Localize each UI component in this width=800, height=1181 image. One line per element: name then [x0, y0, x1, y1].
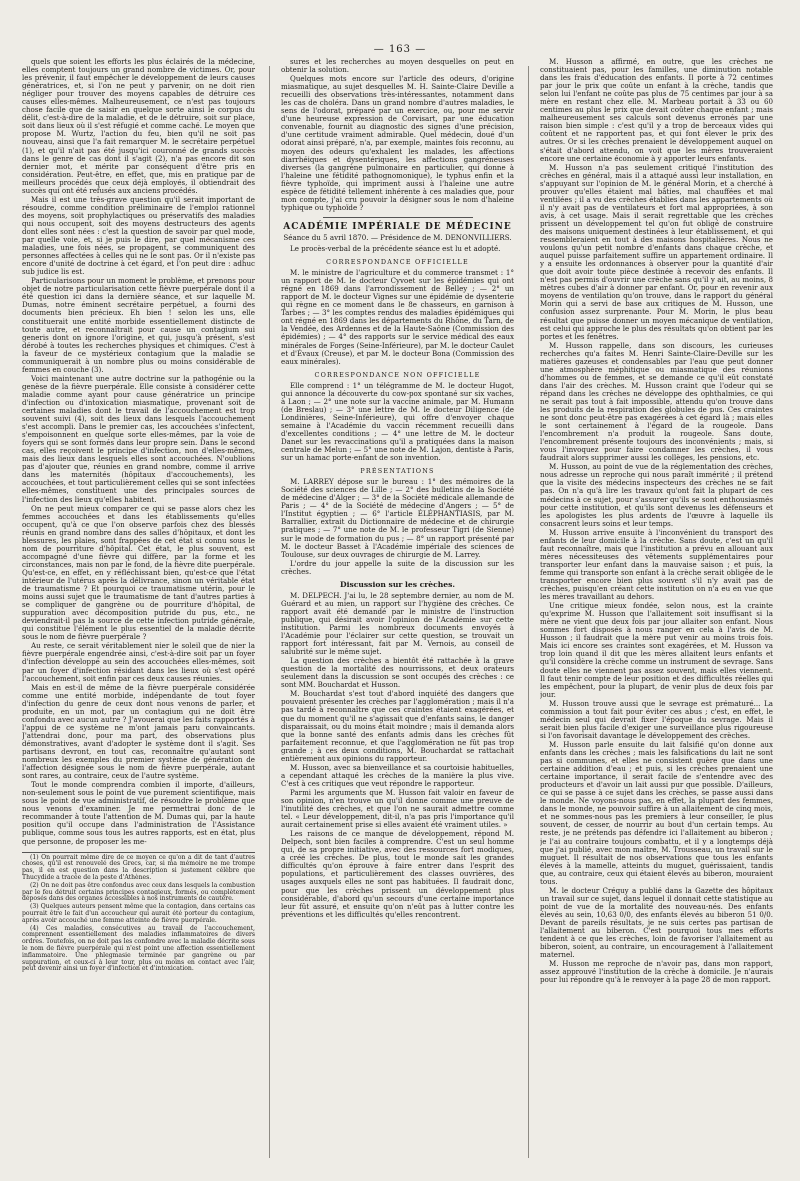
paragraph: M. Husson arrive ensuite à l'inconvénient du transport des enfants de leur domicile à la crèche. Sans doute, c'est un qu'il faut reconnaître, mais que l'institution a prévu en allouant aux mères nécessiteuses des vêtements supplémentaires pour transporter leur enfant dans la mauvaise saison ; et puis, la femme qui transporte son enfant à la crèche serait obligée de le transporter encore bien plus souvent s'il n'y avait pas de crèches, puisqu'en créant cette institution on n'a eu en vue que les mères travaillant au dehors. [540, 527, 773, 602]
paragraph: Tout le monde comprendra combien il importe, d'ailleurs, non-seulement sous le point de vue purement scientifique, mais sous le point de vue administratif, de résoudre le problème que nous venons d'examiner. Je me permettrai donc de le recommander à toute l'attention de M. Dumas qui, par la haute position qu'il occupe dans l'administration de l'Assistance publique, comme sous tous les autres rapports, est en état, plus que personne, de proposer les me- [22, 780, 255, 846]
footnote: (3) Quelques auteurs pensent même que la contagion, dans certains cas pourrait être le fait d'un accoucheur qui aurait été porteur du contagium, après avoir accouché une femme atteinte de fièvre puerpérale. [22, 903, 255, 924]
footnote: (1) On pourrait même dire de ce moyen ce qu'on a dit de tant d'autres choses, qu'il est renouvelé des Grecs, car, si ma mémoire ne me trompe pas, il en est question dans la description si justement célèbre que Thucydide a tracée de la peste d'Athènes. [22, 853, 255, 881]
column-1 [22, 58, 255, 1158]
heading-presentations: PRÉSENTATIONS [360, 467, 435, 476]
heading-correspondance-officielle: CORRESPONDANCE OFFICIELLE [326, 258, 469, 267]
column-2 [281, 58, 514, 1158]
column-rule [269, 66, 270, 1158]
paragraph: M. Husson parle ensuite du lait falsifié qu'on donne aux enfants dans les crèches ; mais les falsifications du lait ne sont pas si communes, et elles ne consistent guère que dans une certaine addition d'eau ; et puis, si les crèches prenaient une certaine importance, il serait facile de s'entendre avec des producteurs et d'avoir un lait aussi pur que possible. D'ailleurs, ce qui se passe à ce sujet dans les crèches, se passe aussi dans le monde. Ne voyons-nous pas, en effet, la plupart des femmes, dans le monde, ne pouvoir suffire à un allaitement de cinq mois, et ne sommes-nous pas les premiers à leur conseiller, le plus souvent, de cesser, de nourrir au bout d'un certain temps. Au reste, je ne prétends pas défendre ici l'allaitement au biberon ; je l'ai au contraire toujours combattu, et il y a longtemps déjà que j'ai publié, avec mon maître, M. Trousseau, un travail sur le muguet. Il résultait de nos observations que tous les enfants élevés à la mamelle, atteints du muguet, guérissaient, tandis que, au contraire, ceux qui étaient élevés au biberon, mouraient tous. [540, 739, 773, 886]
column-3 [540, 58, 773, 1158]
heading-correspondance-non-officielle: CORRESPONDANCE NON OFFICIELLE [314, 370, 481, 379]
academie-title: ACADÉMIE IMPÉRIALE DE MÉDECINE [283, 221, 512, 232]
paragraph: M. le docteur Créquy a publié dans la Gazette des hôpitaux un travail sur ce sujet, dans lequel il donnait cette statistique au point de vue de la mortalité des nouveau-nés. Des enfants élevés au sein, 10,63 0/0, des enfants élevés au biberon 51 0/0. Devant de pareils résultats, je ne suis certes pas partisan de l'allaitement au biberon. C'est pourquoi tous mes efforts tendent à ce que les crèches, loin de favoriser l'allaitement au biberon, soient, au contraire, un encouragement à l'allaitement maternel. [540, 885, 773, 960]
paragraph: Au reste, ce serait véritablement nier le soleil que de nier la fièvre puerpérale engendrée ainsi, c'est-à-dire soit par un foyer d'infection développé au sein des accouchées elles-mêmes, soit par un foyer d'infection résidant dans les lieux où s'est opéré l'accouchement, soit enfin par ces deux causes réunies. [22, 641, 255, 683]
paragraph: M. LARREY dépose sur le bureau : 1° des mémoires de la Société des sciences de Lille ; — 2° des bulletins de la Société de médecine d'Alger ; — 3° de la Société médicale allemande de Paris ; — 4° de la Société de médecine d'Angers ; — 5° de l'Institut égyptien ; — 6° l'article ÉLÉPHANTIASIS, par M. Barrallier, extrait du Dictionnaire de médecine et de chirurgie pratiques ; — 7° une note de M. le professeur Tigri (de Sienne) sur le mode de formation du pus ; — 8° un rapport présenté par M. le docteur Basset à l'Académie impériale des sciences de Toulouse, sur deux ouvrages de chirurgie de M. Larrey. [281, 477, 514, 559]
footnote: (2) On ne doit pas être confondus avec ceux dans lesquels la combustion par le feu détruit certains principes contagieux, formés, ou complètement déposés dans des organes accessibles à nos instruments de cautère. [22, 881, 255, 903]
column-rule [528, 66, 529, 1158]
paragraph: On ne peut mieux comparer ce qui se passe alors chez les femmes accouchées et dans les établissements qu'elles occupent, qu'à ce que l'on observe parfois chez des blessés réunis en grand nombre dans des salles d'hôpitaux, et dont les blessures, les plaies, sont frappées de cet état si connu sous le nom de pourriture d'hôpital. Cet état, le plus souvent, est accompagné d'une fièvre qui diffère, par la forme et les circonstances, mais non par le fond, de la fièvre dite puerpérale. Qu'est-ce, en effet, en y réfléchissant bien, qu'est-ce que l'état intérieur de l'utérus après la délivrance, sinon un véritable état de traumatisme ? Et pourquoi ce traumatisme utérin, pour le moins aussi sujet que le traumatisme de tant d'autres parties à se compliquer de gangrène ou de pourriture d'hôpital, de suppuration avec décomposition putride du pus, etc., ne deviendrait-il pas la source de cette infection putride générale, qui constitue l'élément le plus essentiel de la maladie décrite sous le nom de fièvre puerpérale ? [22, 503, 255, 642]
paragraph: M. Husson a affirmé, en outre, que les crèches ne constituaient pas, pour les familles, une diminution notable dans les frais d'éducation des enfants. Il porte à 72 centimes par jour le prix que coûte un enfant à la crèche, tandis que selon lui l'enfant ne coûte pas plus de 75 centimes par jour à sa mère en restant chez elle. M. Marbeau portait à 33 ou 60 centimes au plus le prix que devait coûter chaque enfant ; mais malheureusement ses calculs sont devenus erronés par une raison bien simple : c'est qu'il y a trop de berceaux vides qui coûtent et ne rapportent pas, et qui font élever le prix des autres. Or si les crèches prenaient le développement auquel on s'était d'abord attendu, on voit que les mères trouveraient encore une certaine économie à y apporter leurs enfants. [540, 58, 773, 163]
paragraph: M. Husson me reproche de n'avoir pas, dans mon rapport, assez approuvé l'institution de la crèche à domicile. Je n'aurais pour lui répondre qu'à le renvoyer à la page 28 de mon rapport. [540, 959, 773, 985]
paragraph: Les raisons de ce manque de développement, répond M. Delpech, sont bien faciles à comprendre. C'est un seul homme qui, de sa propre initiative, avec des ressources fort modiques, a créé les crèches. De plus, tout le monde sait les grandes difficultés qu'on éprouve à faire entrer dans l'esprit des populations, et particulièrement des classes ouvrières, des usages auxquels elles ne sont pas habituées. Il faudrait donc, pour que les crèches prissent un développement plus considérable, d'abord qu'un secours d'une certaine importance leur fût assuré, et ensuite qu'on n'eût pas à lutter contre les préventions et les difficultés qu'elles rencontrent. [281, 829, 514, 919]
paragraph: M. Husson rappelle, dans son discours, les curieuses recherches qu'a faites M. Henri Sainte-Claire-Deville sur les matières gazeuses et condensables par l'eau que peut donner une atmosphère méphitique ou miasmatique des réunions d'hommes ou de femmes, et se demande ce qu'il eût constaté dans l'air des crèches. M. Husson craint que l'odeur qui se répand dans les crèches ne développe des ophthalmies, ce qui ne serait pas tout à fait impossible, attendu qu'on trouve dans les produits de la respiration des globules de pus. Ces craintes ne sont donc peut-être pas exagérées à cet égard là ; mais elles le sont certainement à l'égard de la rougeole. Dans l'encombrement n'a produit la rougeole. Sans doute, l'encombrement présente toujours des inconvénients ; mais, si vous l'invoquez pour faire condamner les crèches, il vous faudrait alors supprimer aussi les collèges, les pensions, etc. [540, 340, 773, 463]
paragraph: Quelques mots encore sur l'article des odeurs, d'origine miasmatique, au sujet desquelles M. H. Sainte-Claire Deville a recueilli des observations très-intéressantes, notamment dans les cas de choléra. Dans un grand nombre d'autres maladies, le sens de l'odorat, préparé par un exercice, ou, pour me servir d'une heureuse expression de Corvisart, par une éducation convenable, fournit au diagnostic des signes d'une précision, d'une certitude vraiment admirable. Quel médecin, doué d'un odorat ainsi préparé, n'a, par exemple, maintes fois reconnu, au moyen des odeurs qu'exhalent les malades, les affections diarrhéiques et dysentériques, les affections gangréneuses diverses (la gangrène pulmonaire en particulier, qui donne à l'haleine une fétidité pathognomonique), le typhus enfin et la fièvre typhoïde, qui impriment aussi à l'haleine une autre espèce de fétidité tellement inhérente à ces maladies que, pour mon compte, j'ai cru pouvoir la désigner sous le nom d'haleine typhique ou typhoïde ? [281, 74, 514, 212]
footnote: (4) Ces maladies, consécutives au travail de l'accouchement, comprennent essentiellement des maladies inflammatoires de divers ordres. Toutefois, on ne doit pas les confondre avec la maladie décrite sous le nom de fièvre puerpérale qui n'est point une affection essentiellement inflammatoire. Une phlegmasie terminée par gangrène ou par suppuration, et ceux-ci à leur tour, plus ou moins en contact avec l'air, peut devenir ainsi un foyer d'infection et d'intoxication. [22, 924, 255, 973]
paragraph: Mais en est-il de même de la fièvre puerpérale considérée comme une entité morbide, indépendante de tout foyer d'infection du genre de ceux dont nous venons de parler, et produite, en un mot, par un contagium qui ne doit être confondu avec aucun autre ? J'avouerai que les faits rapportés à l'appui de ce système ne m'ont jamais paru convaincants. J'attendrai donc, pour ma part, des observations plus démonstratives, avant d'adopter le système dont il s'agit. Ses partisans devront, en tout cas, reconnaître qu'autant sont nombreux les exemples du premier système de génération de l'affection désignée sous le nom de fièvre puerpérale, autant sont rares, au contraire, ceux de l'autre système. [22, 682, 255, 781]
paragraph: sures et les recherches au moyen desquelles on peut en obtenir la solution. [281, 58, 514, 75]
paragraph: M. le ministre de l'agriculture et du commerce transmet : 1° un rapport de M. le docteur Cyvoet sur les épidémies qui ont régné en 1869 dans l'arrondissement de Belley ; — 2° un rapport de M. le docteur Vignes sur une épidémie de dysenterie qui règne en ce moment dans le 8e chasseurs, en garnison à Tarbes ; — 3° les comptes rendus des maladies épidémiques qui ont régné en 1869 dans les départements du Rhône, du Tarn, de la Vendée, des Ardennes et de la Haute-Saône (Commission des épidémies) ; — 4° des rapports sur le service médical des eaux minérales de Forges (Seine-Inférieure), par M. le docteur Caulet et d'Évaux (Creuse), et par M. le docteur Bona (Commission des eaux minérales). [281, 268, 514, 366]
paragraph: La question des crèches a bientôt été rattachée à la grave question de la mortalité des nourrissons, et deux orateurs seulement dans la discussion se sont occupés des crèches : ce sont MM. Bouchardat et Husson. [281, 656, 514, 690]
page-number: — 163 — [373, 44, 427, 55]
paragraph: quels que soient les efforts les plus éclairés de la médecine, elles comptent toujours un grand nombre de victimes. Or, pour les prévenir, il faut empêcher le développement de leurs causes génératrices, et, si l'on ne peut y parvenir, on ne doit rien négliger pour trouver des moyens capables de détruire ces causes elles-mêmes. Malheureusement, ce n'est pas toujours chose facile que de saisir en quelque sorte ainsi le corpus du délit, c'est-à-dire de la maladie, et de le détruire, soit sur place, soit dans lieux où il s'est réfugié et comme caché. Le moyen que propose M. Wurtz, l'action du feu, bien qu'il ne soit pas nouveau, ainsi que l'a fait remarquer M. le secrétaire perpétuel (1), et qu'il n'ait pas été jusqu'ici couronné de grands succès dans le genre de cas dont il s'agit (2), n'a pas encore dit son dernier mot, et mérite par conséquent d'être pris en considération. Peut-être, en effet, que, mis en pratique par de meilleurs procédés que ceux déjà employés, il obtiendrait des succès qui ont été refusés aux anciens procédés. [22, 58, 255, 195]
paragraph: Mais il est une très-grave question qu'il serait important de résoudre, comme condition préliminaire de l'emploi rationnel des moyens, soit prophylactiques ou préservatifs des maladies qui nous occupent, soit des moyens destructeurs des agents dont elles sont nées : c'est la question de savoir par quel mode, par quelle voie, et, si je puis le dire, par quel mécanisme ces maladies, une fois nées, se propagent, se communiquent des personnes affectées à celles qui ne le sont pas. Or il n'existe pas encore d'unité de doctrine à cet égard, et l'on peut dire : adhuc sub judice lis est. [22, 194, 255, 277]
paragraph: Une critique mieux fondée, selon nous, est la crainte qu'exprime M. Husson que l'allaitement soit insuffisant si la mère ne vient que deux fois par jour allaiter son enfant. Nous sommes fort disposés à nous ranger en cela à l'avis de M. Husson ; il faudrait que la mère put venir au moins trois fois. Mais ici encore ses craintes sont exagérées, et M. Husson va trop loin quand il dit que les mères allaitent leurs enfants et qu'il considère la crèche comme un instrument de sevrage. Sans doute elles ne viennent pas assez souvent, mais elles viennent. Il faut tenir compte de leur position et des difficultés réelles qui les empêchent, pour la plupart, de venir plus de deux fois par jour. [540, 601, 773, 699]
paragraph: M. DELPECH. J'ai lu, le 28 septembre dernier, au nom de M. Guérard et au mien, un rapport sur l'hygiène des crèches. Ce rapport avait été demandé par le ministre de l'instruction publique, qui désirait avoir l'opinion de l'Académie sur cette institution. Parmi les nombreux documents envoyés à l'Académie pour l'éclairer sur cette question, se trouvait un rapport fort intéressant, fait par M. Vernois, au conseil de salubrité sur le même sujet. [281, 590, 514, 657]
heading-discussion: Discussion sur les crèches. [340, 579, 455, 589]
ordre-du-jour: L'ordre du jour appelle la suite de la discussion sur les crèches. [281, 558, 514, 576]
paragraph: Elle comprend : 1° un télégramme de M. le docteur Hugot, qui annonce la découverte du cow-pox spontané sur six vaches, à Laon ; — 2° une note sur la vaccine animale, par M. Humann (de Breslau) ; — 3° une lettre de M. le docteur Diligence (de Londinières, Seine-Inférieure), qui offre d'envoyer chaque semaine à l'Académie du vaccin récemment recueilli dans d'excellentes conditions ; — 4° une lettre de M. le docteur Danet sur les revaccinations qu'il a pratiquées dans la maison centrale de Melun ; — 5° une note de M. Lajon, dentiste à Paris, sur un hamac porte-enfant de son invention. [281, 380, 514, 463]
paragraph: M. Bouchardat s'est tout d'abord inquiété des dangers que pouvaient présenter les crèches par l'agglomération ; mais il n'a pas tardé à reconnaître que ces craintes étaient exagérées, et que du moment qu'il ne s'agissait que d'enfants sains, le danger disparaissait, ou du moins était moindre ; mais il demanda alors que la bonne santé des enfants admis dans les crèches fût parfaitement reconnue, et que l'agglomération ne fût pas trop grande ; à ces deux conditions, M. Bouchardat se rattachait entièrement aux opinions du rapporteur. [281, 689, 514, 763]
paragraph: M. Husson n'a pas seulement critiqué l'institution des crèches en général, mais il a attaqué aussi leur installation, en s'appuyant sur l'opinion de M. le général Morin, et a cherché à prouver qu'elles étaient mal bâties, mal chauffées et mal ventilées ; il a vu des crèches établies dans les appartements où il n'y avait pas de ventilateurs et fort mal appropriées, à son avis, à cet usage. Mais il serait regrettable que les crèches prissent un développement tel qu'on fut obligé de construire des maisons uniquement destinées à leur établissement, et qui ressembleraient en tout à des maisons hospitalières. Nous ne voulons qu'un petit nombre d'enfants dans chaque crèche, et auquel puisse parfaitement suffire un appartement ordinaire. Il y a ensuite les ordonnances à observer pour la quantité d'air que doit avoir toute pièce destinée à recevoir des enfants. Il n'est pas permis d'ouvrir une crèche sans qu'il y ait, au moins, 8 mètres cubes d'air à donner par enfant. Or, pour en revenir aux moyens de ventilation qu'on trouve, dans le rapport du général Morin qui a servi de base aux critiques de M. Husson, une confusion assez surprenante. Pour M. Morin, le plus beau résultat que puisse donner un moyen mécanique de ventilation, est celui qui approche le plus des résultats qu'on obtient par les portes et les fenêtres. [540, 162, 773, 341]
paragraph: Parmi les arguments que M. Husson fait valoir en faveur de son opinion, n'en trouve un qu'il donne comme une preuve de l'inutilité des crèches, et que l'on ne saurait admettre comme tel. « Leur développement, dit-il, n'a pas pris l'importance qu'il aurait certainement prise si elles avaient été vraiment utiles. » [281, 787, 514, 830]
section-divider [323, 217, 473, 218]
seance-line: Séance du 5 avril 1870. — Présidence de M. DENONVILLIERS. [283, 232, 512, 242]
footnotes [22, 852, 255, 974]
proces-verbal: Le procès-verbal de la précédente séance est lu et adopté. [290, 243, 501, 253]
paragraph: M. Husson trouve aussi que le sevrage est prématuré... La commission a tout fait pour éviter ces abus ; c'est, en effet, le médecin seul qui devrait fixer l'époque du sevrage. Mais il serait bien plus facile d'exiger une surveillance plus rigoureuse si l'on favorisait davantage le développement des crèches. [540, 698, 773, 740]
paragraph: M. Husson, au point de vue de la réglementation des crèches, nous adresse un reproche qui nous paraît immérité ; il prétend que la visite des médecins inspecteurs des crèches ne se fait pas. On n'a qu'à lire les travaux qu'ont fait la plupart de ces médecins à ce sujet, pour s'assurer qu'ils se sont enthousiasmés pour cette institution, et qu'ils sont devenus les défenseurs et les apologistes les plus ardents de l'œuvre à laquelle ils consacrent leurs soins et leur temps. [540, 462, 773, 528]
paragraph: Particularisons pour un moment le problème, et prenons pour objet de notre particularisation cette fièvre puerpérale dont il a été question ici dans la dernière séance, et sur laquelle M. Dumas, notre éminent secrétaire perpétuel, a fourni des documents bien précieux. Eh bien ! selon les uns, elle constituerait une entité morbide essentiellement distincte de toute autre, et reconnaîtrait pour cause un contagium sui generis dont on ignore l'origine, et qui, jusqu'à présent, s'est dérobé à toutes les recherches physiques et chimiques. C'est à la faveur de ce mystérieux contagium que la maladie se communiquerait à un nombre plus ou moins considérable de femmes en couche (3). [22, 276, 255, 374]
paragraph: Voici maintenant une autre doctrine sur la pathogénie ou la genèse de la fièvre puerpérale. Elle consiste à considérer cette maladie comme ayant pour cause génératrice un principe d'infection ou d'intoxication miasmatique, provenant soit de certaines maladies dont le travail de l'accouchement est trop souvent suivi (4), soit des lieux dans lesquels l'accouchement s'est accompli. Dans le premier cas, les accouchées s'infectent, s'empoisonnent en quelque sorte elles-mêmes, par la voie de foyers qui se sont formés dans leur propre sein. Dans le second cas, elles reçoivent le principe d'infection, non d'elles-mêmes, mais des lieux dans lesquels elles sont accouchées. N'oublions pas d'ajouter que, réunies en grand nombre, comme il arrive dans les maternités (hôpitaux d'accouchements), les accouchées, et tout particulièrement celles qui se sont infectées elles-mêmes, constituent une des principales sources de l'infection des lieux qu'elles habitent. [22, 373, 255, 504]
paragraph: M. Husson, avec sa bienveillance et sa courtoisie habituelles, a cependant attaqué les crèches de la manière la plus vive. C'est à ces critiques que veut répondre le rapporteur. [281, 762, 514, 788]
